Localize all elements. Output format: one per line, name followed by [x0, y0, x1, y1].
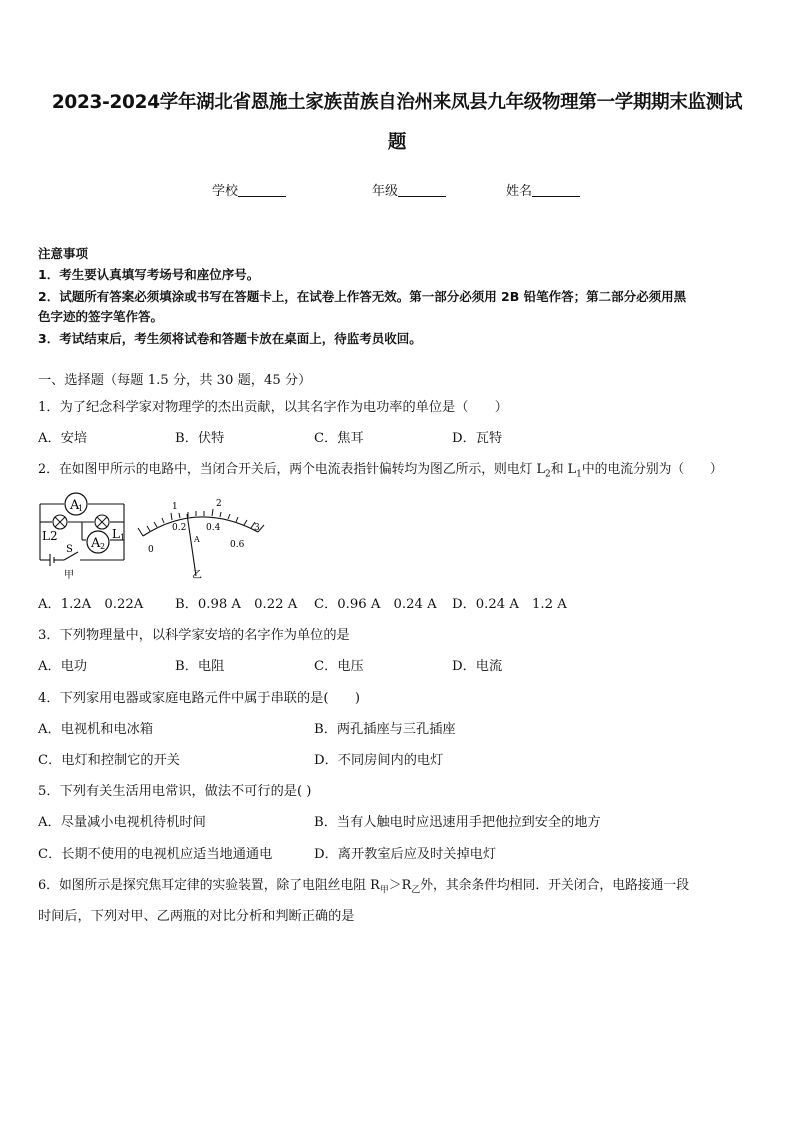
dial-bottom-0: 0	[148, 545, 154, 555]
dial-bottom-06: 0.6	[230, 540, 245, 550]
q6-stem-part1: 6．如图所示是探究焦耳定律的实验装置，除了电阻丝电阻 R	[38, 878, 380, 893]
q2-sub-l1: 1	[576, 469, 582, 480]
dial-top-2: 2	[216, 499, 222, 509]
school-label: 学校	[212, 184, 239, 199]
notes-item-2: 2．试题所有答案必须填涂或书写在答题卡上，在试卷上作答无效。第一部分必须用 2B 铅笔作答；第二部分必须用黑	[38, 289, 687, 304]
question-4-stem: 4．下列家用电器或家庭电路元件中属于串联的是( )	[38, 691, 360, 706]
q5-option-a[interactable]: A．尽量减小电视机待机时间	[38, 815, 206, 830]
q4-option-b[interactable]: B．两孔插座与三孔插座	[314, 722, 456, 737]
q2-option-b[interactable]: B．0.98 A 0.22 A	[175, 597, 298, 612]
q2-stem-part2: 和 L	[550, 462, 577, 477]
question-3-stem: 3．下列物理量中，以科学家安培的名字作为单位的是	[38, 628, 350, 643]
notes-item-1: 1．考生要认真填写考场号和座位序号。	[38, 267, 260, 282]
a1-sub: 1	[78, 504, 84, 513]
q2-circuit-figure	[38, 492, 268, 582]
l1-label: L1	[112, 527, 126, 542]
switch-label: S	[66, 544, 73, 555]
q5-option-d[interactable]: D．离开教室后应及时关掉电灯	[314, 847, 497, 862]
ammeter-a2	[87, 531, 109, 553]
q4-option-d[interactable]: D．不同房间内的电灯	[314, 753, 444, 768]
q1-option-a[interactable]: A．安培	[38, 431, 88, 446]
school-field	[212, 180, 286, 199]
dial-top-3: 3	[254, 523, 260, 533]
q6-stem-part2: ＞R	[388, 878, 412, 893]
a2-label: A	[91, 536, 101, 551]
lamp-l2	[53, 515, 67, 529]
q2-option-c[interactable]: C．0.96 A 0.24 A	[314, 597, 437, 612]
dial-needle	[187, 514, 196, 576]
q2-option-d[interactable]: D．0.24 A 1.2 A	[452, 597, 567, 612]
a1-label: A	[70, 498, 80, 513]
ammeter-a1	[65, 493, 87, 515]
q2-sub-l2: 2	[545, 469, 551, 480]
grade-blank[interactable]	[398, 184, 446, 197]
page-title-continued: 题	[387, 132, 407, 153]
question-2-stem	[38, 458, 723, 480]
q2-stem-part1: 2．在如图甲所示的电路中，当闭合开关后，两个电流表指针偏转均为图乙所示，则电灯 L	[38, 462, 545, 477]
grade-field	[372, 180, 446, 199]
q3-option-b[interactable]: B．电阻	[175, 659, 225, 674]
q5-option-b[interactable]: B．当有人触电时应迅速用手把他拉到安全的地方	[314, 815, 601, 830]
name-label: 姓名	[506, 184, 533, 199]
section-heading: 一、选择题（每题 1.5 分，共 30 题，45 分）	[38, 373, 312, 388]
q3-option-d[interactable]: D．电流	[452, 659, 503, 674]
question-6-stem	[38, 874, 689, 896]
name-field	[506, 180, 580, 199]
l2-label: L2	[42, 529, 58, 543]
q4-option-a[interactable]: A．电视机和电冰箱	[38, 722, 154, 737]
lamp-l1	[95, 515, 109, 529]
question-5-stem: 5．下列有关生活用电常识，做法不可行的是( )	[38, 784, 312, 799]
q3-option-a[interactable]: A．电功	[38, 659, 88, 674]
fig-jia-label: 甲	[64, 570, 74, 581]
name-blank[interactable]	[532, 184, 580, 197]
q2-stem-part3: 中的电流分别为（ ）	[581, 462, 723, 477]
notes-heading: 注意事项	[38, 246, 89, 261]
q4-option-c[interactable]: C．电灯和控制它的开关	[38, 753, 180, 768]
fig-yi-label: 乙	[192, 570, 202, 581]
notes-item-2-continued: 色字迹的签字笔作答。	[38, 309, 164, 324]
dial-bottom-02: 0.2	[172, 523, 187, 533]
ammeter-dial	[138, 509, 264, 576]
notes-item-3: 3．考试结束后，考生须将试卷和答题卡放在桌面上，待监考员收回。	[38, 331, 422, 346]
q2-option-a[interactable]: A．1.2A 0.22A	[38, 597, 144, 612]
a2-sub: 2	[100, 542, 106, 551]
grade-label: 年级	[372, 184, 399, 199]
dial-bottom-04: 0.4	[206, 523, 221, 533]
q6-stem-part3: 外，其余条件均相同．开关闭合，电路接通一段	[420, 878, 689, 893]
question-1-stem: 1．为了纪念科学家对物理学的杰出贡献，以其名字作为电功率的单位是（ ）	[38, 400, 508, 415]
page-title: 2023-2024学年湖北省恩施土家族苗族自治州来凤县九年级物理第一学期期末监测试	[51, 92, 743, 113]
q1-option-c[interactable]: C．焦耳	[314, 431, 364, 446]
dial-unit: A	[194, 535, 200, 544]
q6-sub-yi: 乙	[411, 885, 421, 896]
question-6-stem-continued: 时间后，下列对甲、乙两瓶的对比分析和判断正确的是	[38, 909, 355, 924]
q1-option-b[interactable]: B．伏特	[175, 431, 225, 446]
dial-top-1: 1	[172, 502, 178, 512]
q6-sub-jia: 甲	[379, 885, 389, 896]
school-blank[interactable]	[238, 184, 286, 197]
q5-option-c[interactable]: C．长期不使用的电视机应适当地通通电	[38, 847, 273, 862]
q1-option-d[interactable]: D．瓦特	[452, 431, 503, 446]
q3-option-c[interactable]: C．电压	[314, 659, 364, 674]
